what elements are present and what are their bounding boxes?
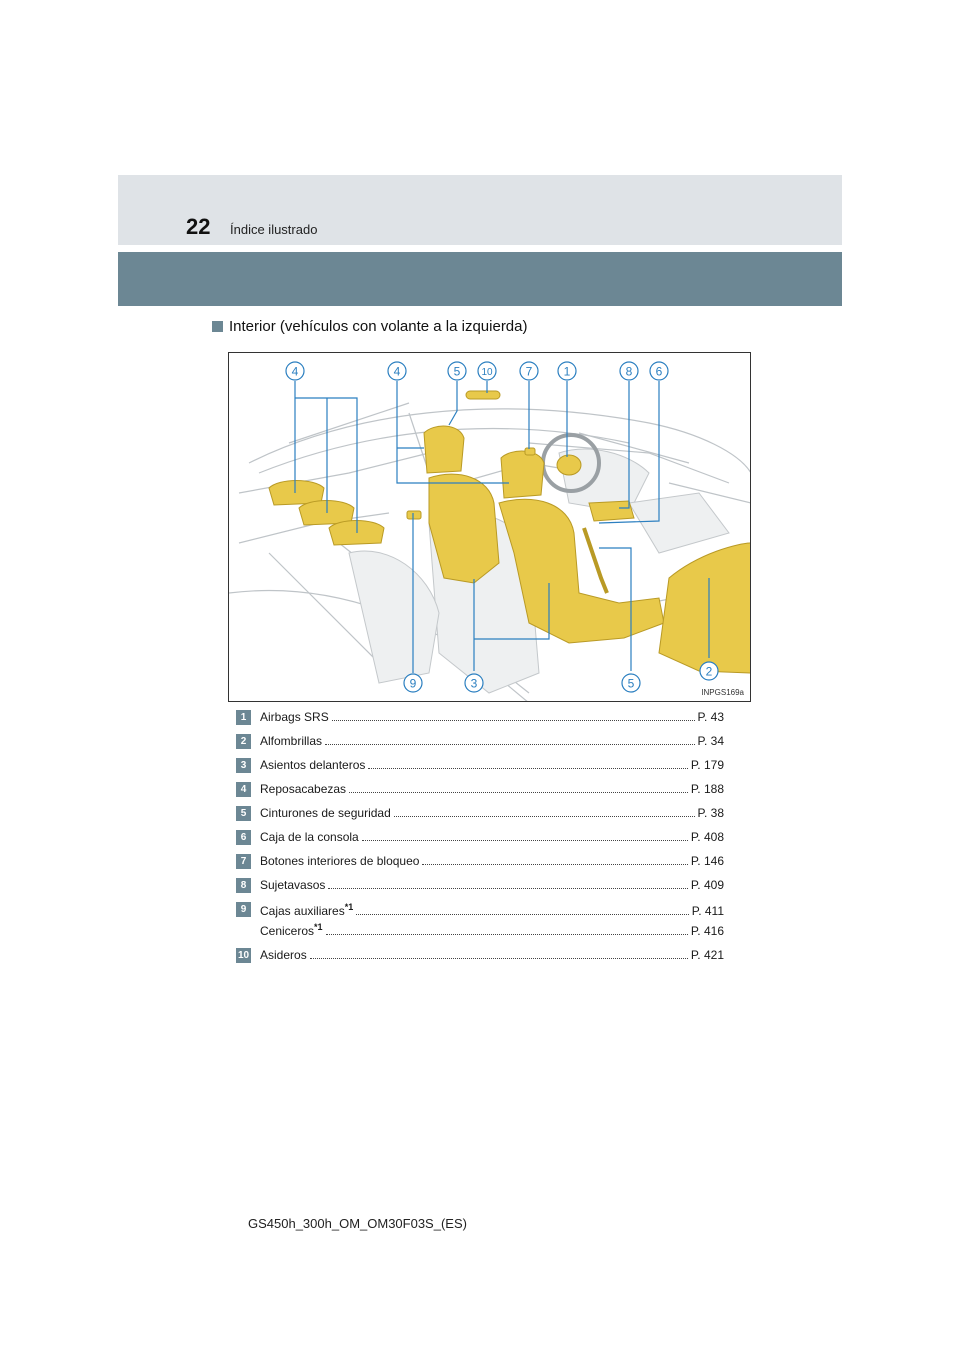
item-page-link[interactable]: P. 409 — [690, 878, 724, 892]
callout-top-5: 7 — [525, 364, 533, 379]
item-label: Botones interiores de bloqueo — [260, 854, 420, 868]
lock-button — [525, 448, 535, 455]
item-label: Cajas auxiliares — [260, 904, 345, 918]
callout-top-6: 1 — [563, 364, 571, 379]
footnote-marker: *1 — [314, 922, 323, 932]
item-label: Airbags SRS — [260, 710, 329, 724]
item-number: 3 — [236, 758, 251, 773]
item-label: Sujetavasos — [260, 878, 326, 892]
section-title: Índice ilustrado — [230, 222, 318, 237]
item-number: 10 — [237, 950, 250, 961]
item-label: Reposacabezas — [260, 782, 347, 796]
item-page-link[interactable]: P. 38 — [697, 806, 724, 820]
console-box — [589, 501, 634, 521]
callout-bottom-1: 9 — [409, 676, 417, 691]
item-label: Caja de la consola — [260, 830, 359, 844]
list-item — [236, 756, 724, 778]
item-number: 8 — [236, 878, 251, 893]
item-number: 2 — [236, 734, 251, 749]
list-item — [236, 900, 724, 944]
list-item — [236, 804, 724, 826]
item-number: 9 — [236, 902, 251, 917]
callout-top-1: 4 — [291, 364, 299, 379]
grab-handle — [466, 391, 500, 399]
item-number: 4 — [236, 782, 251, 797]
item-label: Asideros — [260, 948, 307, 962]
item-page-link[interactable]: P. 421 — [690, 948, 724, 962]
subheading-text: Interior (vehículos con volante a la izquierda) — [229, 318, 528, 335]
item-page-link[interactable]: P. 43 — [697, 710, 724, 724]
item-number: 1 — [236, 710, 251, 725]
item-page-link[interactable]: P. 146 — [690, 854, 724, 868]
floor-mat — [659, 543, 751, 673]
front-headrest-left — [424, 426, 464, 473]
car-interior-drawing — [229, 353, 751, 702]
item-page-link[interactable]: P. 34 — [697, 734, 724, 748]
callout-top-3: 5 — [453, 364, 461, 379]
item-number: 7 — [236, 854, 251, 869]
bullet-square-icon — [212, 321, 223, 332]
item-label: Cinturones de seguridad — [260, 806, 391, 820]
list-item — [236, 732, 724, 754]
title-band — [118, 252, 842, 306]
footnote-marker: *1 — [344, 902, 354, 912]
front-headrest-right — [501, 451, 544, 498]
list-item — [236, 876, 724, 898]
interior-illustration — [228, 352, 751, 702]
aux-box — [407, 511, 421, 519]
item-label: Alfombrillas — [260, 734, 323, 748]
item-number: 5 — [236, 806, 251, 821]
callout-bottom-4: 2 — [705, 664, 713, 679]
list-item — [236, 828, 724, 850]
item-number: 6 — [236, 830, 251, 845]
callout-bottom-3: 5 — [627, 676, 635, 691]
list-item — [236, 946, 724, 968]
page-number: 22 — [186, 214, 211, 239]
item-page-link[interactable]: P. 408 — [690, 830, 724, 844]
subheading — [212, 318, 528, 335]
item-label: Asientos delanteros — [260, 758, 366, 772]
list-item — [236, 708, 724, 730]
item-label-2: Ceniceros — [260, 924, 315, 938]
callout-top-2: 4 — [393, 364, 401, 379]
list-item — [236, 852, 724, 874]
item-page-link[interactable]: P. 411 — [691, 904, 724, 918]
footer-document-code: GS450h_300h_OM_OM30F03S_(ES) — [248, 1216, 467, 1231]
callout-bottom-2: 3 — [470, 676, 478, 691]
airbag-hub — [557, 455, 581, 475]
figure-code: INPGS169a — [701, 688, 744, 697]
header-band — [118, 175, 842, 245]
item-page-link-2[interactable]: P. 416 — [690, 924, 724, 938]
seat-belt-right — [584, 528, 607, 593]
callout-top-7: 8 — [625, 364, 633, 379]
item-page-link[interactable]: P. 179 — [690, 758, 724, 772]
item-page-link[interactable]: P. 188 — [690, 782, 724, 796]
callout-top-8: 6 — [655, 364, 663, 379]
list-item — [236, 780, 724, 802]
callout-top-4: 10 — [481, 367, 493, 378]
